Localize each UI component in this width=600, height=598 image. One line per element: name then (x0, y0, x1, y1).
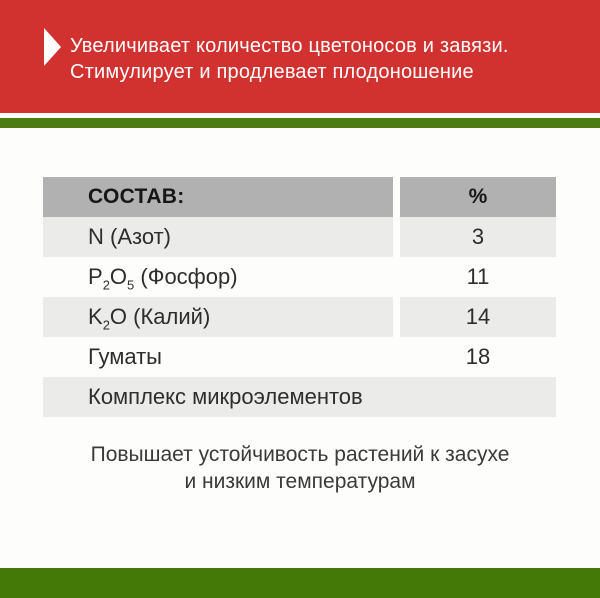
row-value: 14 (465, 304, 491, 329)
benefit-text-line2: Стимулирует и продлевает плодоношение (70, 61, 474, 83)
row-value-cell (400, 217, 556, 257)
row-value: 3 (471, 224, 485, 249)
row-label: N (Азот) (88, 224, 171, 249)
row-label-cell (43, 337, 393, 377)
top-green-stripe (0, 118, 600, 128)
footer-note (0, 441, 600, 495)
table-header-row (43, 177, 556, 217)
row-label: $P_2O_5$ (Фосфор) (88, 264, 238, 293)
percent-header-label: % (468, 185, 488, 208)
row-label-cell (43, 377, 556, 417)
row-label: Комплекс микроэлементов (88, 384, 363, 409)
row-value: 11 (466, 264, 490, 289)
benefit-text (70, 33, 509, 85)
percent-header-cell (400, 177, 556, 217)
row-label-cell (43, 257, 393, 297)
footer-note-line2: и низким температурам (184, 470, 416, 493)
row-label-cell (43, 217, 393, 257)
row-label: $K_2O$ (Калий) (88, 304, 211, 333)
benefit-text-line1: Увеличивает количество цветоносов и завязи. (70, 35, 509, 57)
table-row-nitrogen (43, 217, 556, 257)
row-label: Гуматы (88, 344, 162, 369)
row-value-cell (400, 297, 556, 337)
table-row-potassium (43, 297, 556, 337)
table-row-phosphorus (43, 257, 556, 297)
row-value-cell (400, 337, 556, 377)
row-value-cell (400, 257, 556, 297)
footer-note-line1: Повышает устойчивость растений к засухе (90, 443, 510, 466)
benefit-banner (0, 0, 600, 113)
arrow-bullet-icon (44, 28, 61, 66)
row-value: 18 (465, 344, 491, 369)
composition-header-cell (43, 177, 393, 217)
row-label-cell (43, 297, 393, 337)
bottom-green-band (0, 568, 600, 598)
composition-table (43, 177, 556, 417)
table-row-microelements (43, 377, 556, 417)
table-row-humates (43, 337, 556, 377)
composition-header-label: СОСТАВ: (88, 185, 185, 208)
